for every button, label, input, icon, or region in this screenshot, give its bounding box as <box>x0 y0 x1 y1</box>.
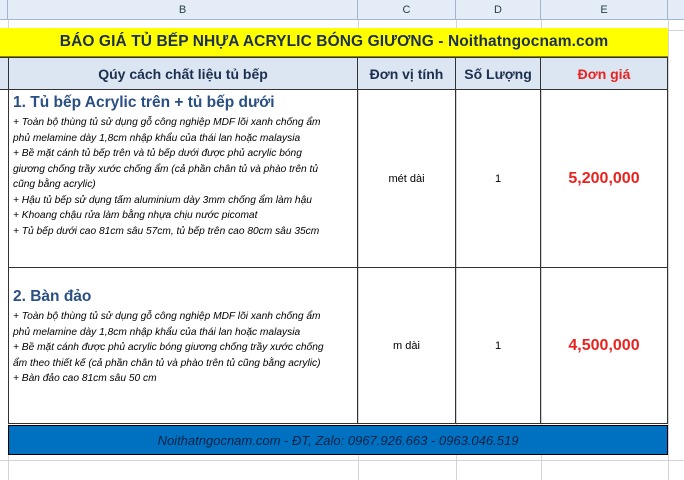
item-line: cũng bằng acrylic) <box>13 179 96 190</box>
header-unit-cell[interactable]: Đơn vị tính <box>358 58 456 89</box>
header-qty-cell[interactable]: Số Lượng <box>456 58 541 89</box>
qty-cell[interactable] <box>456 268 541 423</box>
price-value: 4,500,000 <box>568 336 640 354</box>
item-line: + Hậu tủ bếp sử dụng tấm aluminium dày 3mm chống ẩm làm hậu <box>13 194 312 206</box>
spec-cell[interactable] <box>8 90 358 267</box>
item-title: 1. Tủ bếp Acrylic trên + tủ bếp dưới <box>13 94 275 111</box>
item-line: giương chống trầy xước chống ẩm (cả phần chân tủ và phào trên tủ <box>13 163 318 175</box>
qty-cell[interactable] <box>456 90 541 267</box>
gridline <box>668 20 669 480</box>
header-price-cell[interactable]: Đơn giá <box>541 58 668 89</box>
item-line: + Bề mặt cánh được phủ acrylic bóng giương chống trầy xước chống <box>13 342 324 353</box>
column-header-d[interactable]: D <box>456 0 541 20</box>
qty-value: 1 <box>494 339 502 352</box>
unit-cell[interactable] <box>358 90 456 267</box>
spreadsheet-grid <box>0 20 684 480</box>
price-value: 5,200,000 <box>568 169 640 187</box>
item-line: + Toàn bộ thùng tủ sử dụng gỗ công nghiệp MDF lõi xanh chống ẩm <box>13 117 321 128</box>
column-header-f[interactable] <box>668 0 684 20</box>
price-cell[interactable] <box>541 268 668 423</box>
item-line: + Tủ bếp dưới cao 81cm sâu 57cm, tủ bếp trên cao 80cm sâu 35cm <box>13 225 320 237</box>
item-line: + Khoang chậu rửa làm bằng nhựa chịu nước picomat <box>13 210 258 221</box>
column-header-b[interactable]: B <box>8 0 358 20</box>
table-header-row <box>0 57 668 90</box>
spec-cell[interactable] <box>8 268 358 423</box>
item-title: 2. Bàn đảo <box>13 288 92 305</box>
unit-cell[interactable] <box>358 268 456 423</box>
header-spec-cell[interactable]: Qúy cách chất liệu tủ bếp <box>8 58 358 89</box>
quote-title-cell[interactable] <box>0 28 668 57</box>
table-row <box>8 90 668 268</box>
table-row <box>8 268 668 424</box>
column-header-c[interactable]: C <box>358 0 456 20</box>
unit-value: mét dài <box>388 172 425 185</box>
item-line: phủ melamine dày 1,8cm nhập khẩu của thái lan hoặc malaysia <box>13 132 301 144</box>
item-line: + Bàn đảo cao 81cm sâu 50 cm <box>13 373 157 384</box>
item-line: + Bề mặt cánh tủ bếp trên và tủ bếp dưới được phủ acrylic bóng <box>13 148 302 159</box>
gridline <box>0 460 684 461</box>
price-cell[interactable] <box>541 90 668 267</box>
qty-value: 1 <box>494 172 502 185</box>
unit-value: m dài <box>393 339 420 352</box>
contact-footer-cell[interactable] <box>8 425 668 455</box>
column-header-bar <box>0 0 684 20</box>
item-line: ẩm theo thiết kế (cả phần chân tủ và phào trên tủ cũng bằng acrylic) <box>13 357 321 369</box>
quote-title: BÁO GIÁ TỦ BẾP NHỰA ACRYLIC BÓNG GIƯƠNG - Noithatngocnam.com <box>59 33 609 50</box>
item-line: + Toàn bộ thùng tủ sử dụng gỗ công nghiệp MDF lõi xanh chống ẩm <box>13 311 321 322</box>
contact-footer-text: Noithatngocnam.com - ĐT, Zalo: 0967.926.663 - 0963.046.519 <box>157 432 519 448</box>
item-line: phủ melamine dày 1,8cm nhập khẩu của thái lan hoặc malaysia <box>13 326 301 338</box>
column-header-e[interactable]: E <box>541 0 668 20</box>
column-header-stub <box>0 0 8 20</box>
